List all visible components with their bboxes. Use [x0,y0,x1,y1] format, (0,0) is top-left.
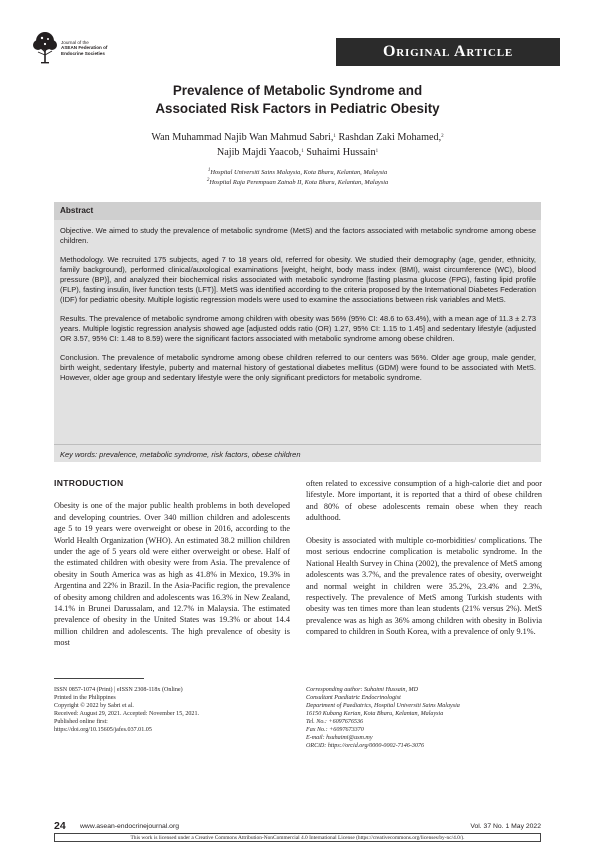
orcid-link[interactable]: ORCiD: https://orcid.org/0000-0002-7146-3076 [306,743,425,749]
article-type-badge: Original Article [336,38,560,66]
logo-line: Endocrine Societies [61,50,105,56]
corresponding-line: Consultant Paediatric Endocrinologist [306,695,401,701]
abstract-conclusion: Conclusion. The prevalence of metabolic syndrome among obese children referred to our centers was 56%. Older age group, male gender, birth weight, sedentary lifestyle, puberty and maternal history of gestational diabetes mellitus (GDM) were found to be associated with MetS. However, older age group and sedentary lifestyle were the only significant predictors for metabolic syndrome. [60,352,536,382]
body-column-right [306,478,542,649]
abstract-keywords: Key words: prevalence, metabolic syndrome, risk factors, obese children [54,444,541,462]
journal-logo [32,30,144,66]
tree-logo-icon [32,30,58,64]
publication-info-line: Copyright © 2022 by Sabri et al. [54,703,134,709]
corresponding-author [306,686,546,750]
corresponding-line: Fax No.: +6097673370 [306,727,364,733]
abstract-box [54,202,541,462]
body-paragraph: Obesity is associated with multiple co-morbidities/ complications. The most serious endocrine complication is metabolic syndrome. In the National Health Survey in China (2002), the prevalence of MetS among adolescents was 3.7%, and the prevalence rates of obesity, overweight and normal weight in children were 35.2%, 23.4% and 2.3%, respectively. The prevalence of MetS among Turkish students with obesity was ten times more than lean students (21% versus 2%). MetS prevalence was as high as 36% among children with obesity in Bolivia compared to children in South Korea, with a prevalence of only 9.1%. [306,536,542,637]
corresponding-line: Corresponding author: Suhaimi Hussain, MD [306,687,419,693]
affiliations [60,168,535,188]
affiliation-text: Hospital Raja Perempuan Zainab II, Kota Bharu, Kelantan, Malaysia [209,179,389,186]
license-notice [54,833,541,842]
affiliation-text: Hospital Universiti Sains Malaysia, Kota Bharu, Kelantan, Malaysia [210,169,388,176]
section-heading: INTRODUCTION [54,478,124,488]
publication-info [54,686,294,734]
doi-link[interactable]: https://doi.org/10.15605/jafes.037.01.05 [54,727,152,733]
affiliation-line [60,178,535,188]
affiliation-line [60,168,535,178]
abstract-results: Results. The prevalence of metabolic syndrome among children with obesity was 56% (95% CI: 48.6 to 63.4%), with a mean age of 11.3 ± 2.73 years. Multiple logistic regression analysis showed age [adjusted odds ratio (OR) 1.27, 95% CI: 1.15 to 1.45] and sedentary lifestyle (adjusted OR 3.57, 95% CI: 1.48 to 8.59) were the significant factors associated with metabolic syndrome among obese children. [60,313,536,344]
affiliation-marker: 1 [333,134,336,139]
volume-issue: Vol. 37 No. 1 May 2022 [470,823,541,830]
author-line [60,130,535,145]
page-number: 24 [54,820,66,832]
license-text: This work is licensed under a Creative Commons Attribution-NonCommercial 4.0 International License (https://creativecommons.org/licenses/by-nc/4.0/). [130,835,465,841]
author-name: Wan Muhammad Najib Wan Mahmud Sabri, [151,132,334,143]
abstract-methodology: Methodology. We recruited 175 subjects, aged 7 to 18 years old, referred for obesity. We studied their demography (age, gender, ethnicity, family background), performed clinical/auxological examinations [weight, height, body mass index (BMI), waist circumference (WC), blood pressure (BP)], and analyzed their biochemical risks associated with metabolic syndrome [fasting plasma glucose (FPG), fasting lipid profile (FLP), fasting insulin, liver function tests (LFT)]. MetS was identified according to the criteria proposed by the International Diabetes Federation (IDF) for pediatric obesity. Multiple logistic regression models were used to examine the associations between risk variables and MetS. [60,254,536,305]
publication-info-line: Published online first: [54,719,108,725]
journal-website-link[interactable]: www.asean-endocrinejournal.org [80,823,179,830]
body-paragraph: Obesity is one of the major public health problems in both developed and developing countries. Over 340 million children and adolescents age 5 to 19 years were overweight or obese in 2016, according to the World Health Organization (WHO). An estimated 38.2 million children under the age of 5 years old were either overweight or obese. Half of the estimated children with obesity were from Asia. The prevalence of obesity in South America was as high as 41.8% in Mexico, 19.3% in Argentina and 22% in Brazil. In the Asia-Pacific region, the prevalence of obesity among children and adolescents was 16.3% in New Zealand, 14.1% in Brunei Darussalam, and 12.7% in Malaysia. The estimated prevalence of obesity in the United States was 19.3% or about 14.4 million children and adolescents. The high prevalence of obesity is most [54,501,290,648]
corresponding-line: Tel. No.: +6097676536 [306,719,364,725]
author-name: Najib Majdi Yaacob, [216,147,302,158]
abstract-body [60,226,536,392]
author-name: Suhaimi Hussain [306,147,376,158]
journal-logo-text [61,40,107,56]
body-column-left [54,478,290,660]
affiliation-marker: 1 [301,149,304,154]
footnote-divider [54,678,144,679]
author-name: Rashdan Zaki Mohamed, [338,132,442,143]
publication-info-line: Received: August 29, 2021. Accepted: November 15, 2021. [54,711,200,717]
logo-line: Journal of the [61,40,89,45]
author-list [60,130,535,160]
abstract-objective: Objective. We aimed to study the prevalence of metabolic syndrome (MetS) and the factors associated with metabolic syndrome among obese children. [60,226,536,246]
body-paragraph: often related to excessive consumption of a high-calorie diet and poor lifestyle. More important, it is reported that a third of obese children and 80% of obese adolescents remain obese when they reach adulthood. [306,479,542,523]
email-link[interactable]: E-mail: hsuhaimi@usm.my [306,735,373,741]
affiliation-marker: 2 [206,178,210,183]
author-line [60,145,535,160]
corresponding-line: 16150 Kubang Kerian, Kota Bharu, Kelantan, Malaysia [306,711,444,717]
affiliation-marker: 1 [207,168,211,173]
affiliation-marker: 1 [375,149,379,154]
corresponding-line: Department of Paediatrics, Hospital Universiti Sains Malaysia [306,703,460,709]
title-line: Associated Risk Factors in Pediatric Obesity [155,101,440,116]
publication-info-line: ISSN 0857-1074 (Print) | eISSN 2308-118x (Online) [54,687,183,693]
abstract-heading: Abstract [54,202,541,220]
title-line: Prevalence of Metabolic Syndrome and [172,83,423,98]
publication-info-line: Printed in the Philippines [54,695,116,701]
affiliation-marker: 2 [441,134,444,139]
logo-line: ASEAN Federation of [61,45,108,51]
article-title [60,82,535,118]
